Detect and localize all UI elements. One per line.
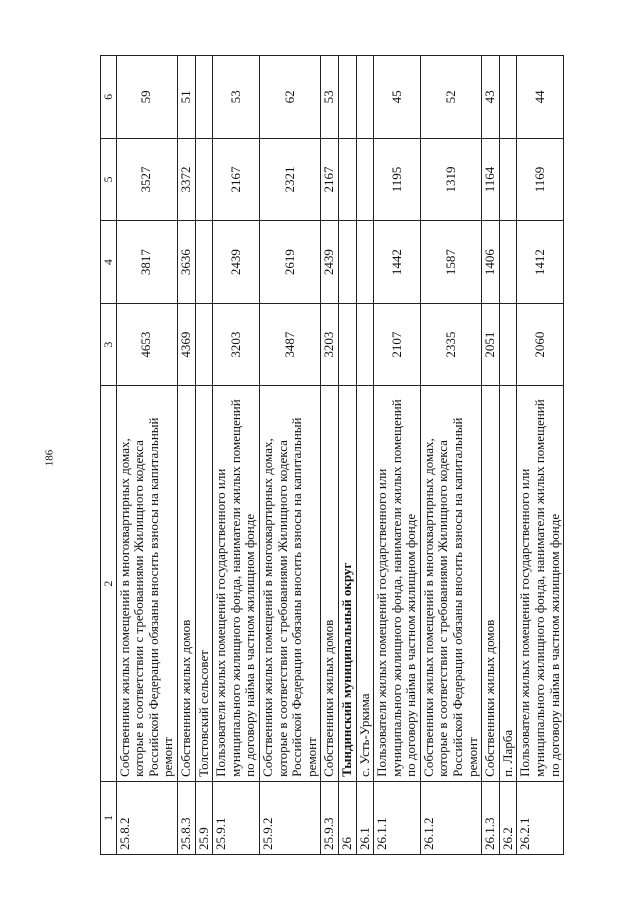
row-col5-cell: 3372: [177, 138, 195, 221]
row-name-cell: Собственники жилых помещений в многоквартирных домах, которые в соответствии с требованиями Жилищного кодекса Российской Федерации обязаны вносить взносы на капитальный ремонт: [420, 386, 481, 781]
row-name-cell: Собственники жилых помещений в многоквартирных домах, которые в соответствии с требованиями Жилищного кодекса Российской Федерации обязаны вносить взносы на капитальный ремонт: [259, 386, 320, 781]
row-code-cell: 26.1: [356, 781, 374, 854]
row-col5-cell: 1169: [517, 138, 564, 221]
row-name-cell: Пользователи жилых помещений государственного или муниципального жилищного фонда, наниматели жилых помещений по договору найма в частном жилищном фонде: [517, 386, 564, 781]
row-col6-cell: 53: [321, 56, 339, 139]
table-row: [321, 56, 339, 855]
row-col4-cell: [499, 221, 517, 304]
header-cell-6: 6: [101, 56, 117, 139]
header-cell-1: 1: [101, 781, 117, 854]
row-name-cell: Собственники жилых домов: [321, 386, 339, 781]
row-name-cell: Собственники жилых помещений в многоквартирных домах, которые в соответствии с требованиями Жилищного кодекса Российской Федерации обязаны вносить взносы на капитальный ремонт: [116, 386, 177, 781]
row-name-cell: с. Усть-Уркима: [356, 386, 374, 781]
row-col6-cell: 53: [213, 56, 260, 139]
row-code-cell: 25.9.3: [321, 781, 339, 854]
table-row: [116, 56, 177, 855]
row-col5-cell: [338, 138, 356, 221]
row-col3-cell: [195, 303, 213, 386]
row-col6-cell: 51: [177, 56, 195, 139]
table-row: [177, 56, 195, 855]
row-col5-cell: 2167: [213, 138, 260, 221]
row-name-cell: Собственники жилых домов: [177, 386, 195, 781]
document-page: [100, 55, 640, 850]
row-col6-cell: [356, 56, 374, 139]
row-col6-cell: 45: [374, 56, 421, 139]
table-row: [356, 56, 374, 855]
row-code-cell: 25.9.1: [213, 781, 260, 854]
row-col4-cell: 2619: [259, 221, 320, 304]
header-cell-3: 3: [101, 303, 117, 386]
row-col4-cell: 1442: [374, 221, 421, 304]
row-code-cell: 25.9.2: [259, 781, 320, 854]
row-col4-cell: 1587: [420, 221, 481, 304]
row-col6-cell: 59: [116, 56, 177, 139]
row-col3-cell: [356, 303, 374, 386]
table-row: [259, 56, 320, 855]
header-cell-5: 5: [101, 138, 117, 221]
row-col4-cell: [195, 221, 213, 304]
table-row: [482, 56, 500, 855]
row-name-cell: Толстовский сельсовет: [195, 386, 213, 781]
row-col6-cell: [195, 56, 213, 139]
rotated-table-container: [100, 55, 640, 855]
table-body: [116, 56, 564, 855]
row-col5-cell: [356, 138, 374, 221]
row-col4-cell: 1412: [517, 221, 564, 304]
row-col3-cell: 2335: [420, 303, 481, 386]
row-code-cell: 26.1.2: [420, 781, 481, 854]
header-cell-2: 2: [101, 386, 117, 781]
table-row: [517, 56, 564, 855]
row-col3-cell: 4369: [177, 303, 195, 386]
row-name-cell: п. Ларба: [499, 386, 517, 781]
row-col4-cell: [356, 221, 374, 304]
row-col5-cell: [499, 138, 517, 221]
row-col6-cell: [338, 56, 356, 139]
row-col5-cell: 1164: [482, 138, 500, 221]
row-code-cell: 26.2: [499, 781, 517, 854]
row-col5-cell: 1195: [374, 138, 421, 221]
row-name-cell: Пользователи жилых помещений государственного или муниципального жилищного фонда, наниматели жилых помещений по договору найма в частном жилищном фонде: [374, 386, 421, 781]
row-code-cell: 25.8.3: [177, 781, 195, 854]
row-col3-cell: 4653: [116, 303, 177, 386]
row-col4-cell: 1406: [482, 221, 500, 304]
row-name-cell: Пользователи жилых помещений государственного или муниципального жилищного фонда, наниматели жилых помещений по договору найма в частном жилищном фонде: [213, 386, 260, 781]
table-row: [374, 56, 421, 855]
row-col3-cell: 3487: [259, 303, 320, 386]
row-col6-cell: 52: [420, 56, 481, 139]
row-col3-cell: 3203: [321, 303, 339, 386]
row-col4-cell: 2439: [213, 221, 260, 304]
row-col4-cell: [338, 221, 356, 304]
table-row: [499, 56, 517, 855]
row-name-cell: Собственники жилых домов: [482, 386, 500, 781]
row-col6-cell: 43: [482, 56, 500, 139]
tariff-table: [100, 55, 564, 855]
row-col6-cell: 62: [259, 56, 320, 139]
row-code-cell: 26.2.1: [517, 781, 564, 854]
row-col4-cell: 3817: [116, 221, 177, 304]
row-col3-cell: 2051: [482, 303, 500, 386]
row-col3-cell: 3203: [213, 303, 260, 386]
row-code-cell: 26.1.1: [374, 781, 421, 854]
header-row: [101, 56, 117, 855]
row-col5-cell: 2167: [321, 138, 339, 221]
row-code-cell: 25.8.2: [116, 781, 177, 854]
row-col6-cell: [499, 56, 517, 139]
row-name-cell: Тындинский муниципальный округ: [338, 386, 356, 781]
table-row: [338, 56, 356, 855]
row-col4-cell: 3636: [177, 221, 195, 304]
row-col3-cell: [499, 303, 517, 386]
row-code-cell: 26.1.3: [482, 781, 500, 854]
row-col4-cell: 2439: [321, 221, 339, 304]
table-row: [420, 56, 481, 855]
row-col3-cell: 2060: [517, 303, 564, 386]
row-col3-cell: [338, 303, 356, 386]
row-col5-cell: 1319: [420, 138, 481, 221]
row-col5-cell: [195, 138, 213, 221]
header-cell-4: 4: [101, 221, 117, 304]
row-col5-cell: 2321: [259, 138, 320, 221]
table-row: [195, 56, 213, 855]
page-number: 186: [43, 449, 56, 467]
row-col6-cell: 44: [517, 56, 564, 139]
row-col3-cell: 2107: [374, 303, 421, 386]
row-code-cell: 26: [338, 781, 356, 854]
row-col5-cell: 3527: [116, 138, 177, 221]
row-code-cell: 25.9: [195, 781, 213, 854]
table-row: [213, 56, 260, 855]
